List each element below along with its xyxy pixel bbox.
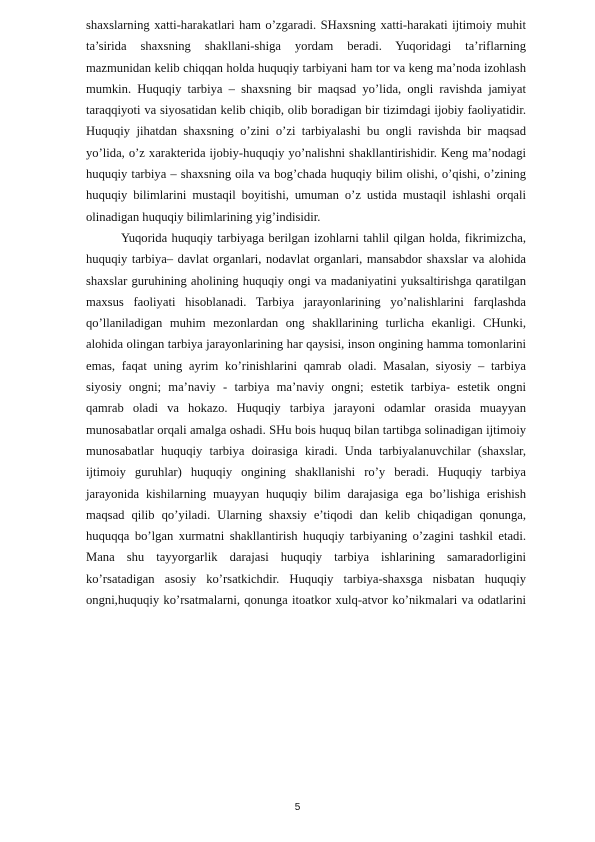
paragraph-1: shaxslarning xatti-harakatlari ham o’zgaradi. SHaxsning xatti-harakati ijtimoiy muhit ta’sirida shaxsning shakllani-shiga yordam beradi. Yuqoridagi ta’riflarning mazmunidan kelib chiqqan holda huquqiy tarbiyani ham tor va keng ma’noda izohlash mumkin. Huquqiy tarbiya – shaxsning bir maqsad yo’lida, ongli ravishda jamiyat taraqqiyoti va siyosatidan kelib chiqib, olib boradigan bir tizimdagi ijobiy faoliyatidir. Huquqiy jihatdan shaxsning o’zini o’zi tarbiyalashi bu ongli ravishda bir maqsad yo’lida, o’z xarakterida ijobiy-huquqiy yo’nalishni shakllantirishidir. Keng ma’nodagi huquqiy tarbiya – shaxsning oila va bog’chada huquqiy bilim olishi, o’qishi, o’zining huquqiy bilimlarini mustaqil boyitishi, umuman o’z ustida mustaqil ishlashi orqali olinadigan huquqiy bilimlarining yig’indisidir. — [86, 18, 526, 224]
document-page — [86, 15, 526, 611]
page-number: 5 — [294, 802, 301, 813]
paragraph-2: Yuqorida huquqiy tarbiyaga berilgan izohlarni tahlil qilgan holda, fikrimizcha, huquqiy tarbiya– davlat organlari, nodavlat organlari, mansabdor shaxslar va alohida shaxslar guruhining aholining huquqiy ongi va madaniyatini yuksaltirishga qaratilgan maxsus faoliyati hisoblanadi. Tarbiya jarayonlarining yo’nalishlarini farqlashda qo’llaniladigan muhim mezonlardan ong shakllarining turlicha ekanligi. CHunki, alohida olingan tarbiya jarayonlarining har qaysisi, inson ongining hamma tomonlarini emas, faqat uning ayrim ko’rinishlarini qamrab oladi. Masalan, siyosiy – tarbiya siyosiy ongni; ma’naviy - tarbiya ma’naviy ongni; estetik tarbiya- estetik ongni qamrab oladi va hokazo. Huquqiy tarbiya jarayoni odamlar orasida muayyan munosabatlar orqali amalga oshadi. SHu bois huquq bilan tartibga solinadigan ijtimoiy munosabatlar huquqiy tarbiya doirasiga kiradi. Unda tarbiyalanuvchilar (shaxslar, ijtimoiy guruhlar) huquqiy ongining shakllanishi ro’y beradi. Huquqiy tarbiya jarayonida kishilarning muayyan huquqiy bilim darajasiga ega bo’lishiga erishish maqsad qilib qo’yiladi. Ularning shaxsiy e’tiqodi dan kelib chiqadigan qonunga, huquqqa bo’lgan xurmatni shakllantirish huquqiy tarbiyaning o’zagini tashkil etadi. Mana shu tayyorgarlik darajasi huquqiy tarbiya ishlarining samaradorligini ko’rsatadigan asosiy ko’rsatkichdir. Huquqiy tarbiya-shaxsga nisbatan huquqiy ongni,huquqiy ko’rsatmalarni, qonunga itoatkor xulq-atvor ko’nikmalari va odatlarini — [86, 230, 526, 608]
